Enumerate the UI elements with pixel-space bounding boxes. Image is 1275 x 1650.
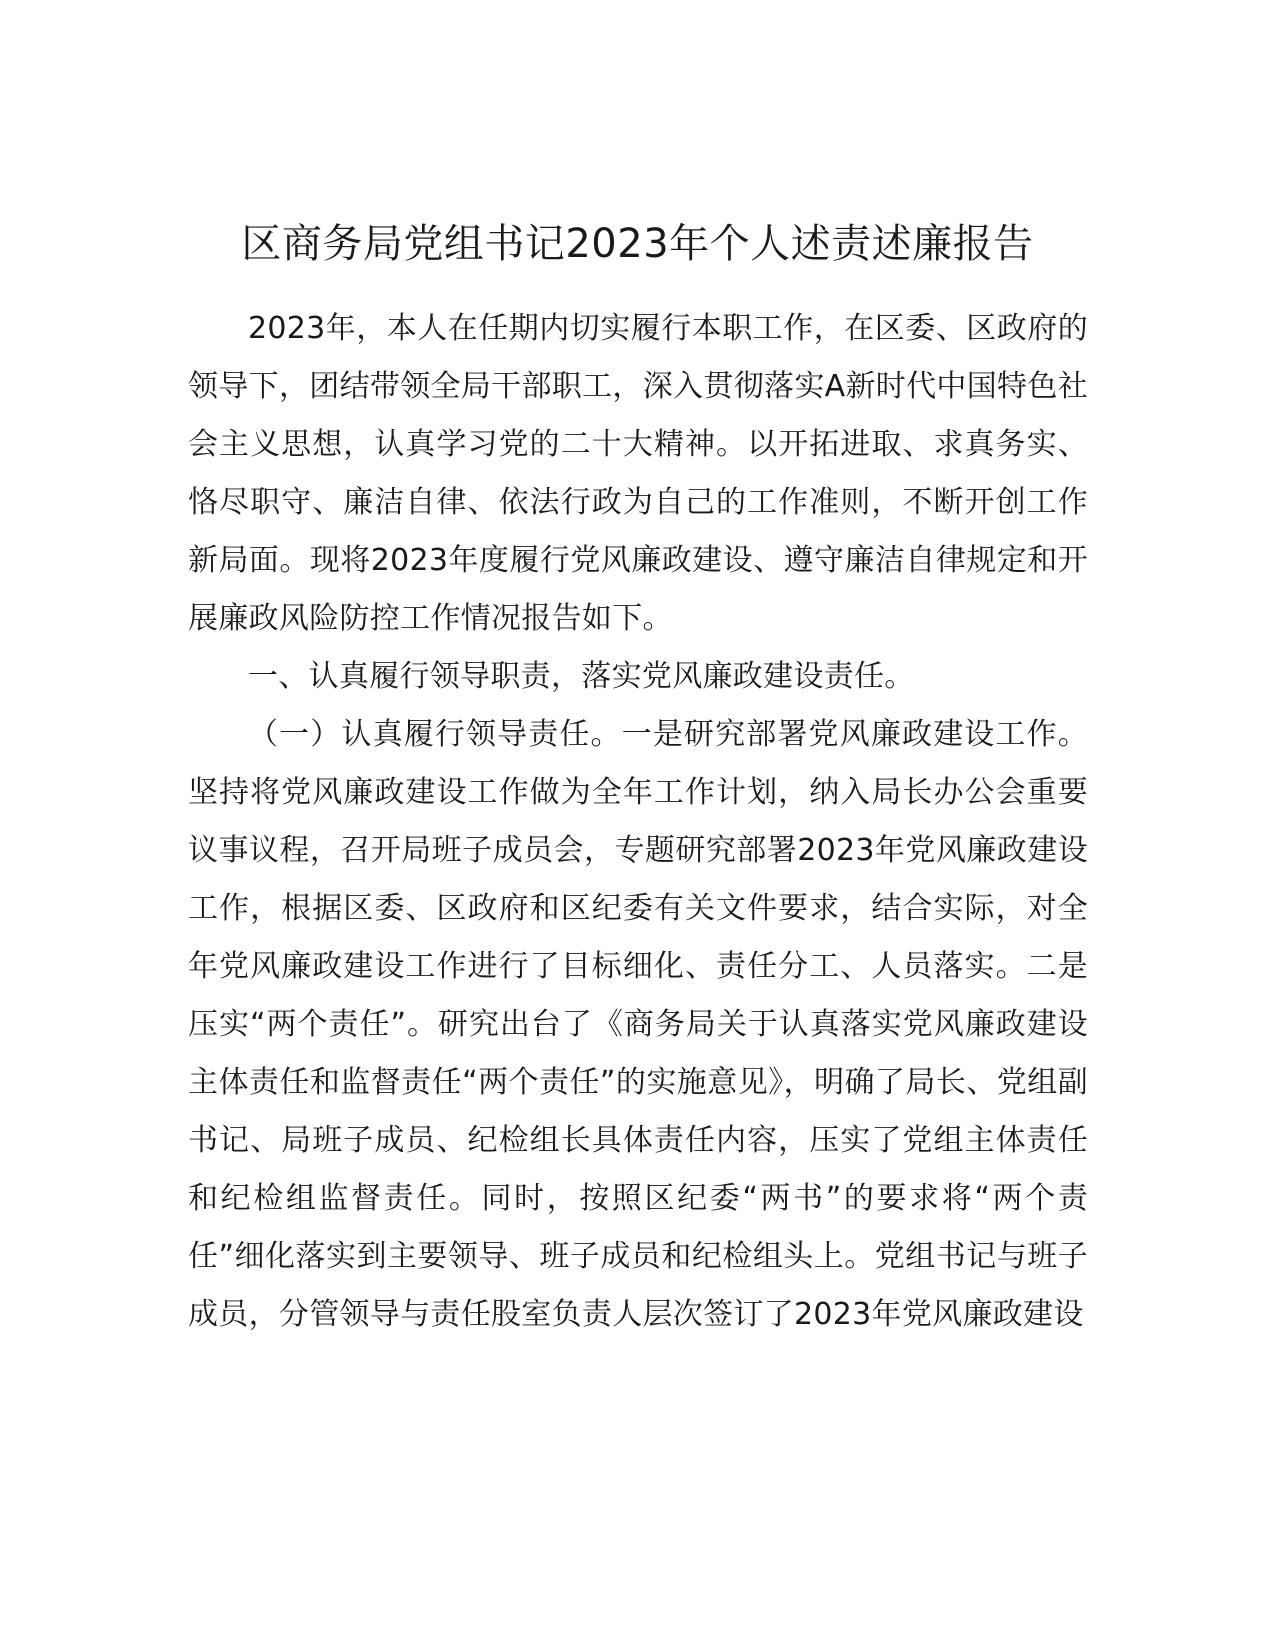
intro-paragraph: 2023年，本人在任期内切实履行本职工作，在区委、区政府的领导下，团结带领全局干部职工，深入贯彻落实A新时代中国特色社会主义思想，认真学习党的二十大精神。以开拓进取、求真务实、恪尽职守、廉洁自律、依法行政为自己的工作准则，不断开创工作新局面。现将2023年度履行党风廉政建设、遵守廉洁自律规定和开展廉政风险防控工作情况报告如下。 (188, 311, 1088, 636)
document-title: 区商务局党组书记2023年个人述责述廉报告 (241, 221, 1034, 267)
subsection-paragraph: （一）认真履行领导责任。一是研究部署党风廉政建设工作。坚持将党风廉政建设工作做为全年工作计划，纳入局长办公会重要议事议程，召开局班子成员会，专题研究部署2023年党风廉政建设工作，根据区委、区政府和区纪委有关文件要求，结合实际，对全年党风廉政建设工作进行了目标细化、责任分工、人员落实。二是压实“两个责任”。研究出台了《商务局关于认真落实党风廉政建设主体责任和监督责任“两个责任”的实施意见》，明确了局长、党组副书记、局班子成员、纪检组长具体责任内容，压实了党组主体责任和纪检组监督责任。同时，按照区纪委“两书”的要求将“两个责任”细化落实到主要领导、班子成员和纪检组头上。党组书记与班子成员，分管领导与责任股室负责人层次签订了2023年党风廉政建设 (188, 717, 1088, 1332)
document-body (188, 300, 1088, 1344)
section-heading: 一、认真履行领导职责，落实党风廉政建设责任。 (248, 659, 915, 694)
